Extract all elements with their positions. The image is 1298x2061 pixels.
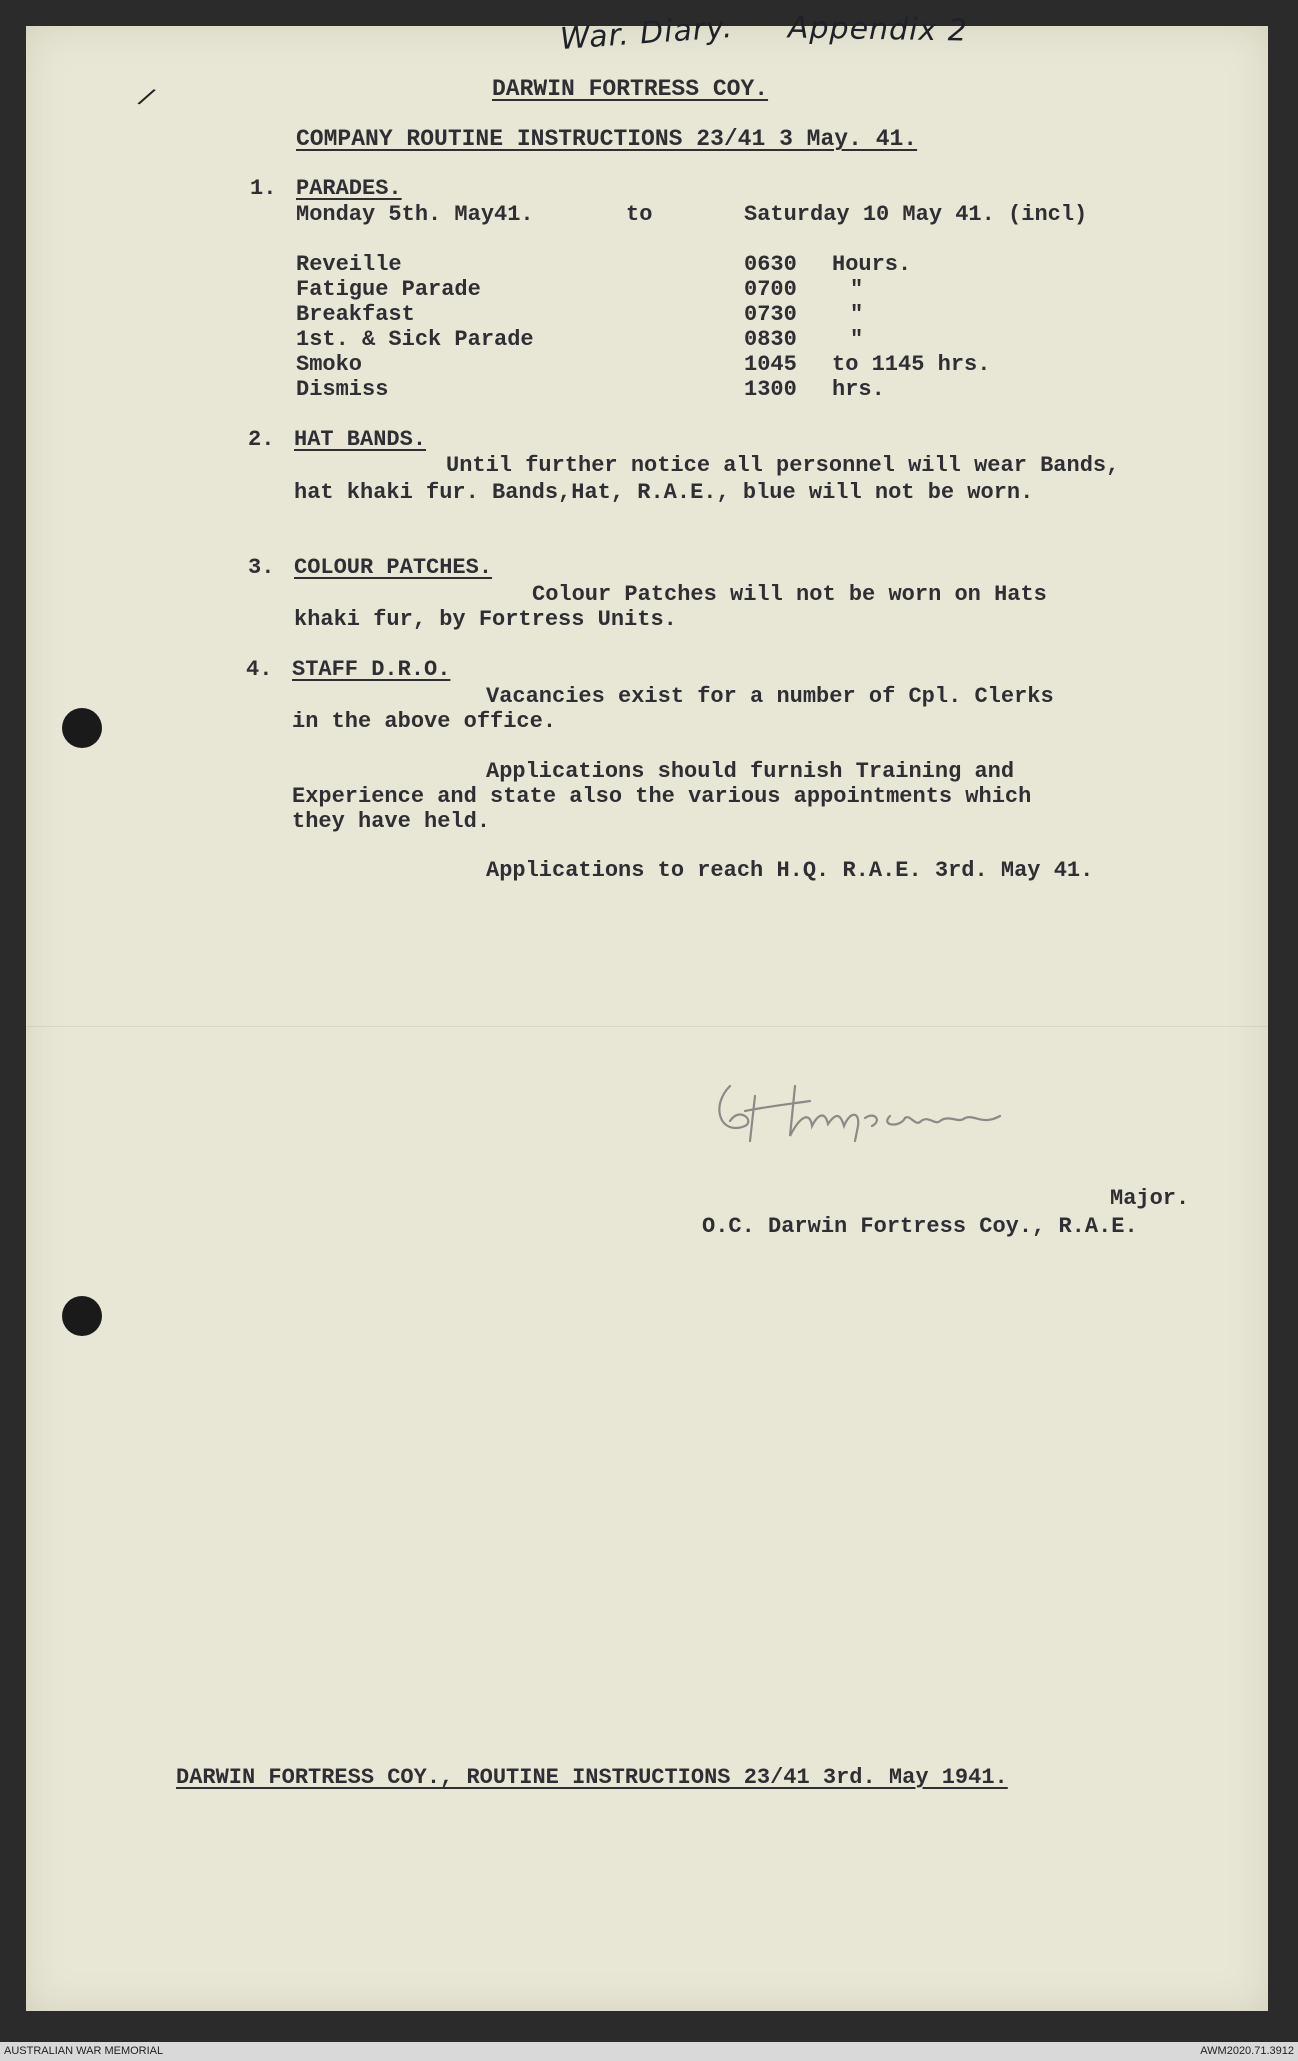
schedule-note: Hours.: [832, 252, 912, 277]
punch-hole: [62, 1296, 102, 1336]
section-heading-staff-dro: STAFF D.R.O.: [292, 657, 451, 682]
document-page: [26, 26, 1268, 2011]
section-heading-colour-patches: COLOUR PATCHES.: [294, 555, 493, 580]
archive-footer-bar: [0, 2042, 1298, 2061]
paragraph-line: Colour Patches will not be worn on Hats: [532, 582, 1047, 607]
handwritten-war-diary: War. Diary.: [558, 10, 735, 57]
schedule-label: Smoko: [296, 352, 363, 377]
pencil-mark: /: [133, 82, 159, 116]
schedule-note: ": [850, 277, 864, 302]
schedule-time: 0630: [744, 252, 797, 277]
parades-from: Monday 5th. May41.: [296, 202, 534, 227]
parades-to: to: [626, 202, 653, 227]
handwritten-appendix: Appendix 2: [787, 10, 969, 49]
schedule-time: 1300: [744, 377, 797, 402]
section-number: 4.: [246, 657, 273, 682]
section-number: 3.: [248, 555, 275, 580]
archive-name: AUSTRALIAN WAR MEMORIAL: [4, 2045, 164, 2057]
paragraph-line: Experience and state also the various appointments which: [292, 784, 1032, 809]
schedule-time: 0830: [744, 327, 797, 352]
paragraph-line: Applications should furnish Training and: [486, 759, 1015, 784]
paragraph-line: Vacancies exist for a number of Cpl. Clerks: [486, 684, 1054, 709]
schedule-note: hrs.: [832, 377, 885, 402]
paragraph-line: they have held.: [292, 809, 491, 834]
schedule-time: 0730: [744, 302, 797, 327]
signatory-rank: Major.: [1110, 1186, 1190, 1211]
signatory-title: O.C. Darwin Fortress Coy., R.A.E.: [702, 1214, 1138, 1239]
document-title: DARWIN FORTRESS COY.: [492, 76, 769, 102]
parades-until: Saturday 10 May 41. (incl): [744, 202, 1088, 227]
paragraph-line: hat khaki fur. Bands,Hat, R.A.E., blue will not be worn.: [294, 480, 1034, 505]
schedule-label: Dismiss: [296, 377, 389, 402]
section-number: 2.: [248, 427, 275, 452]
archive-reference: AWM2020.71.3912: [1200, 2045, 1294, 2057]
paragraph-line: Applications to reach H.Q. R.A.E. 3rd. May 41.: [486, 858, 1094, 883]
schedule-note: to 1145 hrs.: [832, 352, 991, 377]
schedule-label: Reveille: [296, 252, 402, 277]
schedule-label: Breakfast: [296, 302, 415, 327]
schedule-time: 0700: [744, 277, 797, 302]
schedule-note: ": [850, 302, 864, 327]
schedule-label: Fatigue Parade: [296, 277, 481, 302]
section-heading-parades: PARADES.: [296, 176, 402, 201]
section-heading-hat-bands: HAT BANDS.: [294, 427, 427, 452]
punch-hole: [62, 708, 102, 748]
signature: [700, 1066, 1040, 1146]
schedule-label: 1st. & Sick Parade: [296, 327, 534, 352]
section-number: 1.: [250, 176, 277, 201]
paragraph-line: khaki fur, by Fortress Units.: [294, 607, 677, 632]
fold-line: [26, 1026, 1268, 1027]
schedule-note: ": [850, 327, 864, 352]
document-subtitle: COMPANY ROUTINE INSTRUCTIONS 23/41 3 May. 41.: [296, 126, 918, 152]
schedule-time: 1045: [744, 352, 797, 377]
document-footer: DARWIN FORTRESS COY., ROUTINE INSTRUCTIONS 23/41 3rd. May 1941.: [176, 1765, 1008, 1790]
paragraph-line: in the above office.: [292, 709, 557, 734]
paragraph-line: Until further notice all personnel will wear Bands,: [446, 453, 1120, 478]
